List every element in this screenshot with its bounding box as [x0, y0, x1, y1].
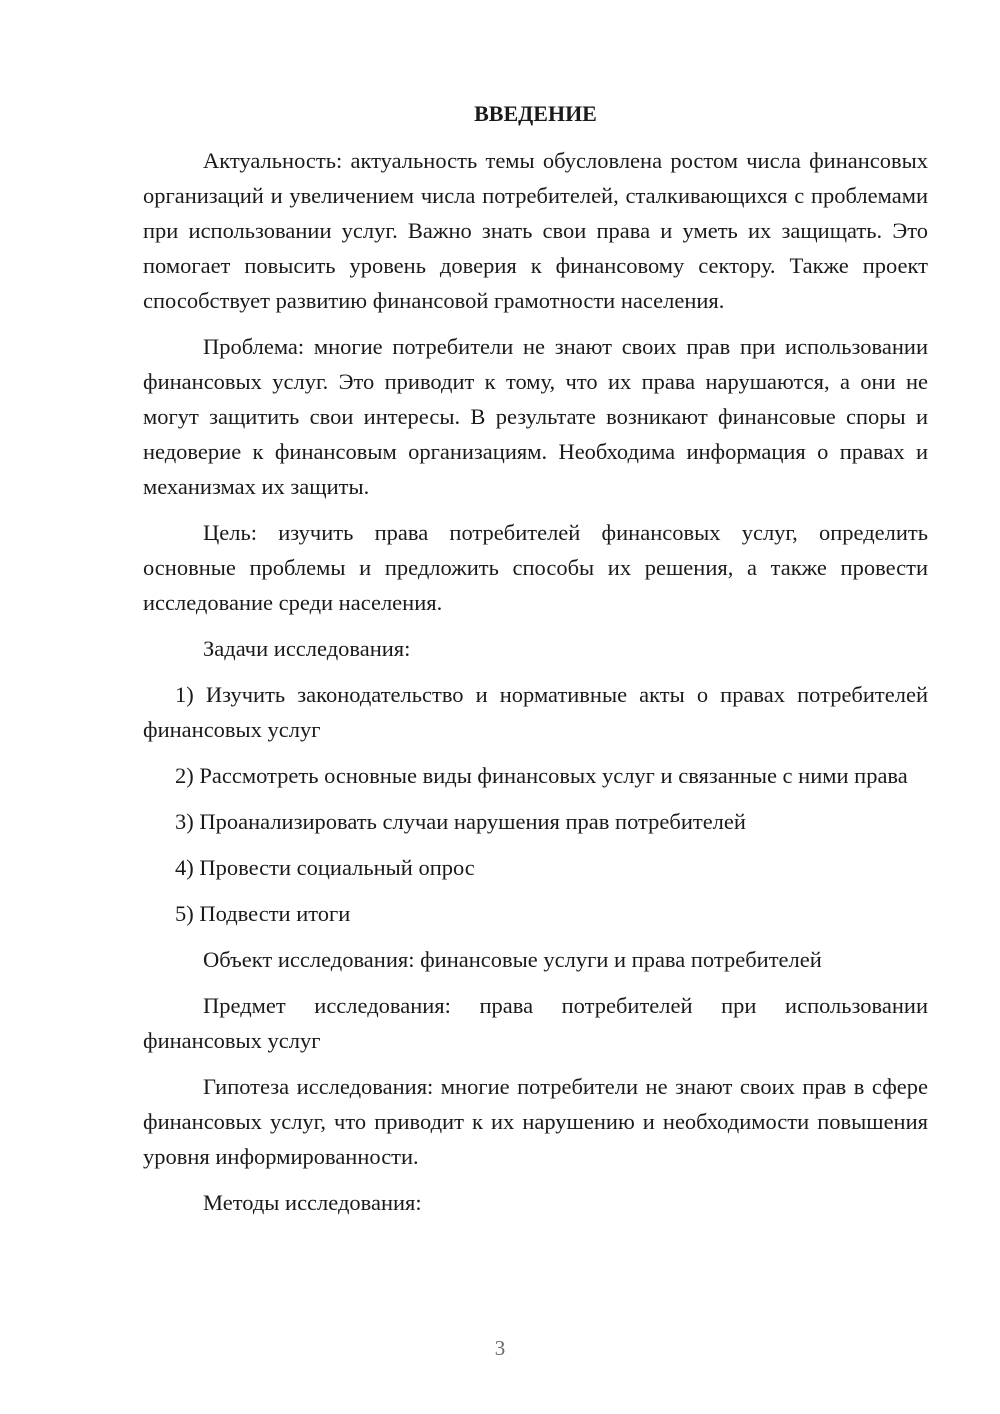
task-item-3: 3) Проанализировать случаи нарушения прав потребителей — [175, 809, 746, 834]
task-item-1: 1) Изучить законодательство и нормативные акты о правах потребителей финансовых услуг — [143, 682, 928, 742]
task-item-5: 5) Подвести итоги — [175, 901, 351, 926]
task-item-2: 2) Рассмотреть основные виды финансовых услуг и связанные с ними права — [175, 763, 908, 788]
page-title: ВВЕДЕНИЕ — [474, 101, 597, 126]
subject-paragraph: Предмет исследования: права потребителей при использовании финансовых услуг — [143, 993, 928, 1053]
task-item-4: 4) Провести социальный опрос — [175, 855, 475, 880]
page-content — [143, 96, 928, 1231]
page-number: 3 — [494, 1336, 506, 1360]
tasks-heading: Задачи исследования: — [203, 636, 411, 661]
goal-paragraph: Цель: изучить права потребителей финансовых услуг, определить основные проблемы и предложить способы их решения, а также провести исследование среди населения. — [143, 520, 928, 615]
relevance-paragraph: Актуальность: актуальность темы обусловлена ростом числа финансовых организаций и увеличением числа потребителей, сталкивающихся с проблемами при использовании услуг. Важно знать свои права и уметь их защищать. Это помогает повысить уровень доверия к финансовому сектору. Также проект способствует развитию финансовой грамотности населения. — [143, 148, 928, 313]
methods-paragraph: Методы исследования: — [203, 1190, 422, 1215]
hypothesis-paragraph: Гипотеза исследования: многие потребители не знают своих прав в сфере финансовых услуг, что приводит к их нарушению и необходимости повышения уровня информированности. — [143, 1074, 928, 1169]
object-paragraph: Объект исследования: финансовые услуги и права потребителей — [203, 947, 822, 972]
problem-paragraph: Проблема: многие потребители не знают своих прав при использовании финансовых услуг. Это приводит к тому, что их права нарушаются, а они не могут защитить свои интересы. В результате возникают финансовые споры и недоверие к финансовым организациям. Необходима информация о правах и механизмах их защиты. — [143, 334, 928, 499]
